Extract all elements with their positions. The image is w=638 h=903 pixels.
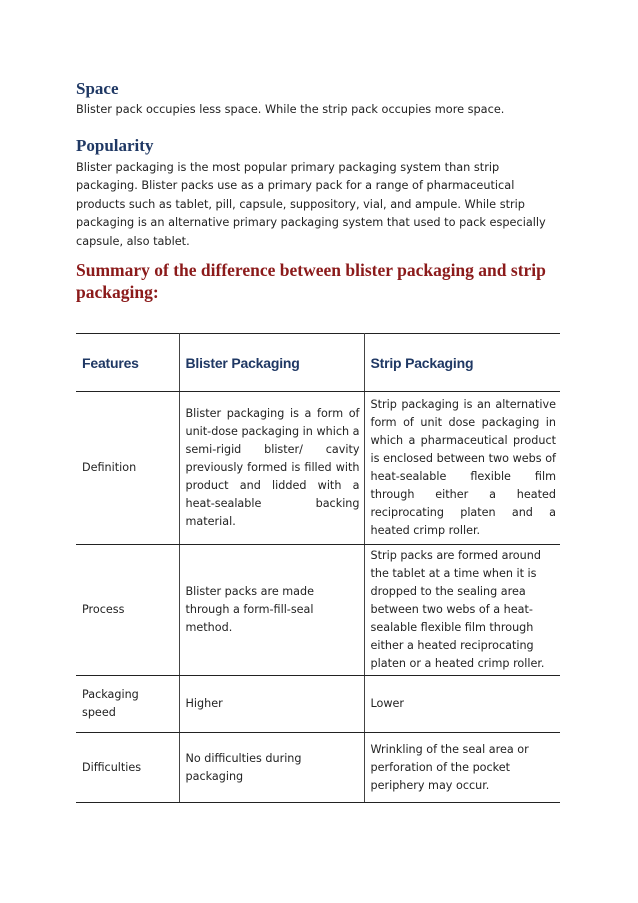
section-heading-popularity: Popularity [76,136,154,155]
table-row [76,733,560,803]
summary-title: Summary of the difference between blister packaging and strip packaging: [76,260,546,302]
section-text-popularity: Blister packaging is the most popular primary packaging system than strip packaging. Blister packs use as a primary pack for a range of pharmaceutical products such as tablet, pill, capsule, suppository, vial, and ampule. While strip packaging is an alternative primary packaging system that used to pack especially capsule, also tablet. [76,161,546,248]
cell-blister-process: Blister packs are made through a form-fill-seal method. [179,545,364,676]
cell-feature-definition: Definition [76,392,179,545]
cell-feature-packaging-speed: Packaging speed [76,676,179,733]
section-text-space: Blister pack occupies less space. While the strip pack occupies more space. [76,103,505,116]
cell-feature-process: Process [76,545,179,676]
header-blister-packaging: Blister Packaging [179,334,364,392]
comparison-table [76,333,560,803]
table-header-row [76,334,560,392]
section-heading-space: Space [76,79,119,98]
table-row [76,676,560,733]
cell-strip-definition: Strip packaging is an alternative form of unit dose packaging in which a pharmaceutical product is enclosed between two webs of heat-sealable flexible film through either a heated reciprocating platen and a heated crimp roller. [364,392,560,545]
cell-feature-difficulties: Difficulties [76,733,179,803]
table-row [76,392,560,545]
cell-strip-process: Strip packs are formed around the tablet at a time when it is dropped to the sealing area between two webs of a heat-sealable flexible film through either a heated reciprocating platen or a heated crimp roller. [364,545,560,676]
cell-strip-difficulties: Wrinkling of the seal area or perforation of the pocket periphery may occur. [364,733,560,803]
cell-blister-packaging-speed: Higher [179,676,364,733]
header-features: Features [76,334,179,392]
cell-strip-packaging-speed: Lower [364,676,560,733]
cell-blister-definition: Blister packaging is a form of unit-dose packaging in which a semi-rigid blister/ cavity previously formed is filled with product and lidded with a heat-sealable backing material. [179,392,364,545]
header-strip-packaging: Strip Packaging [364,334,560,392]
cell-blister-difficulties: No difficulties during packaging [179,733,364,803]
table-row [76,545,560,676]
